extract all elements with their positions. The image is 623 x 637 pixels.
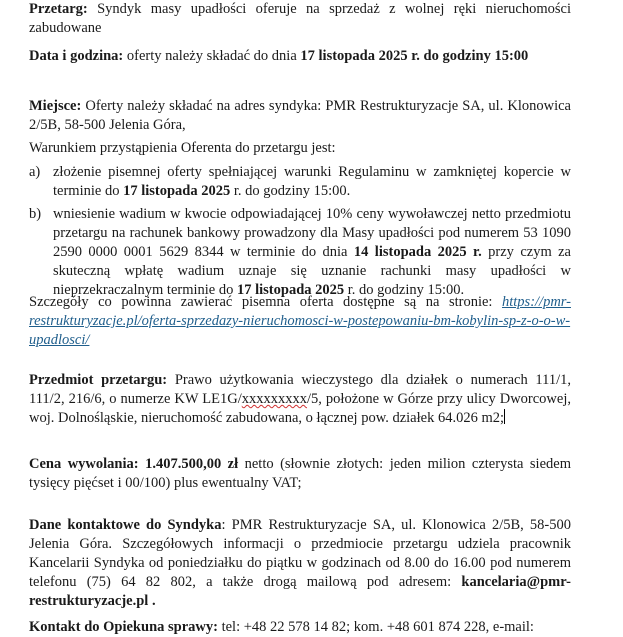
- miejsce-label: Miejsce:: [29, 98, 82, 114]
- list-item-date: 17 listopada 2025: [123, 183, 231, 199]
- paragraph-przetarg: [29, 0, 571, 38]
- paragraph-kontakt-syndyk: [29, 516, 571, 611]
- offer-details-link[interactable]: https://pmr-restrukturyzacje.pl/oferta-sprzedazy-nieruchomosci-w-postepowaniu-bm-kobylin-sp-z-o-o-w-upadlosci/: [29, 294, 571, 348]
- paragraph-szczegoly: [29, 293, 571, 350]
- list-item-b: [29, 205, 571, 300]
- list-item-date: 14 listopada 2025 r.: [353, 244, 482, 260]
- warunki-intro-text: Warunkiem przystąpienia Oferenta do przetargu jest:: [29, 140, 336, 156]
- list-item-date: 17 listopada 2025: [236, 282, 345, 298]
- przedmiot-label: Przedmiot przetargu:: [29, 372, 168, 388]
- cena-label: Cena wywolania: 1.407.500,00 zł: [29, 456, 239, 472]
- list-item-text: przy czym za skuteczną wpłatę wadium uznaje się uznanie rachunki masy upadłości w nieprzekraczalnym terminie do: [53, 244, 571, 298]
- kontakt-opiekun-label: Kontakt do Opiekuna sprawy:: [29, 619, 218, 635]
- kontakt-syndyk-email: kancelaria@pmr-restrukturyzacje.pl .: [29, 574, 571, 609]
- list-item-text: złożenie pisemnej oferty spełniającej warunki Regulaminu w zamkniętej kopercie w terminie do: [53, 164, 571, 199]
- przetarg-label: Przetarg:: [29, 1, 88, 17]
- miejsce-text: Oferty należy składać na adres syndyka: PMR Restrukturyzacje SA, ul. Klonowica 2/5B, 58-500 Jelenia Góra,: [29, 98, 571, 133]
- list-item-body: [53, 205, 571, 300]
- kw-masked-number: xxxxxxxxx: [241, 391, 308, 407]
- list-item-text: r. do godziny 15:00.: [230, 183, 351, 199]
- list-item-text: r. do godziny 15:00.: [344, 282, 465, 298]
- przedmiot-text: /5, położone w Górze przy ulicy Dworcowej, woj. Dolnośląskie, nieruchomość zabudowana, o łącznej pow. działek 64.026 m2;: [29, 391, 571, 426]
- paragraph-data-godzina: [29, 47, 571, 66]
- list-item-body: [53, 163, 571, 201]
- kontakt-opiekun-text: tel: +48 22 578 14 82; kom. +48 601 874 228, e-mail:: [217, 619, 534, 635]
- data-godzina-deadline: 17 listopada 2025 r. do godziny 15:00: [300, 48, 529, 64]
- cena-text: netto (słownie złotych: jeden milion czterysta siedem tysięcy pięćset i 00/100) plus ewentualny VAT;: [29, 456, 571, 491]
- kontakt-syndyk-label: Dane kontaktowe do Syndyka: [29, 517, 222, 533]
- przetarg-text: Syndyk masy upadłości oferuje na sprzedaż z wolnej ręki nieruchomości zabudowane: [29, 1, 571, 36]
- data-godzina-label: Data i godzina:: [29, 48, 124, 64]
- list-marker: a): [29, 164, 41, 180]
- data-godzina-text: oferty należy składać do dnia: [123, 48, 301, 64]
- kontakt-syndyk-text: : PMR Restrukturyzacje SA, ul. Klonowica 2/5B, 58-500 Jelenia Góra. Szczegółowych informacji o przedmiocie przetargu udziela pracownik Kancelarii Syndyka od poniedziałku do piątku w godzinach od 8.00 do 16.00 pod numerem telefonu (75) 64 82 802, a także drogą mailową pod adresem:: [29, 517, 571, 590]
- paragraph-kontakt-opiekun: [29, 618, 571, 637]
- list-marker: b): [29, 206, 42, 222]
- szczegoly-text: Szczegóły co powinna zawierać pisemna oferta dostępne są na stronie:: [29, 294, 502, 310]
- paragraph-cena: [29, 455, 571, 493]
- paragraph-miejsce: [29, 97, 571, 135]
- list-item-text: wniesienie wadium w kwocie odpowiadającej 10% ceny wywoławczej netto przedmiotu przetargu na rachunek bankowy prowadzony dla Masy upadłości pod numerem 53 1090 2590 0000 0001 5629 8344 w terminie do dnia: [53, 206, 571, 260]
- warunki-intro: [29, 139, 571, 158]
- przedmiot-text: Prawo użytkowania wieczystego dla działek o numerach 111/1, 111/2, 216/6, o numerze KW LE1G/: [29, 372, 571, 407]
- text-cursor: [504, 409, 505, 424]
- paragraph-przedmiot: [29, 371, 571, 428]
- list-item-a: [29, 163, 571, 201]
